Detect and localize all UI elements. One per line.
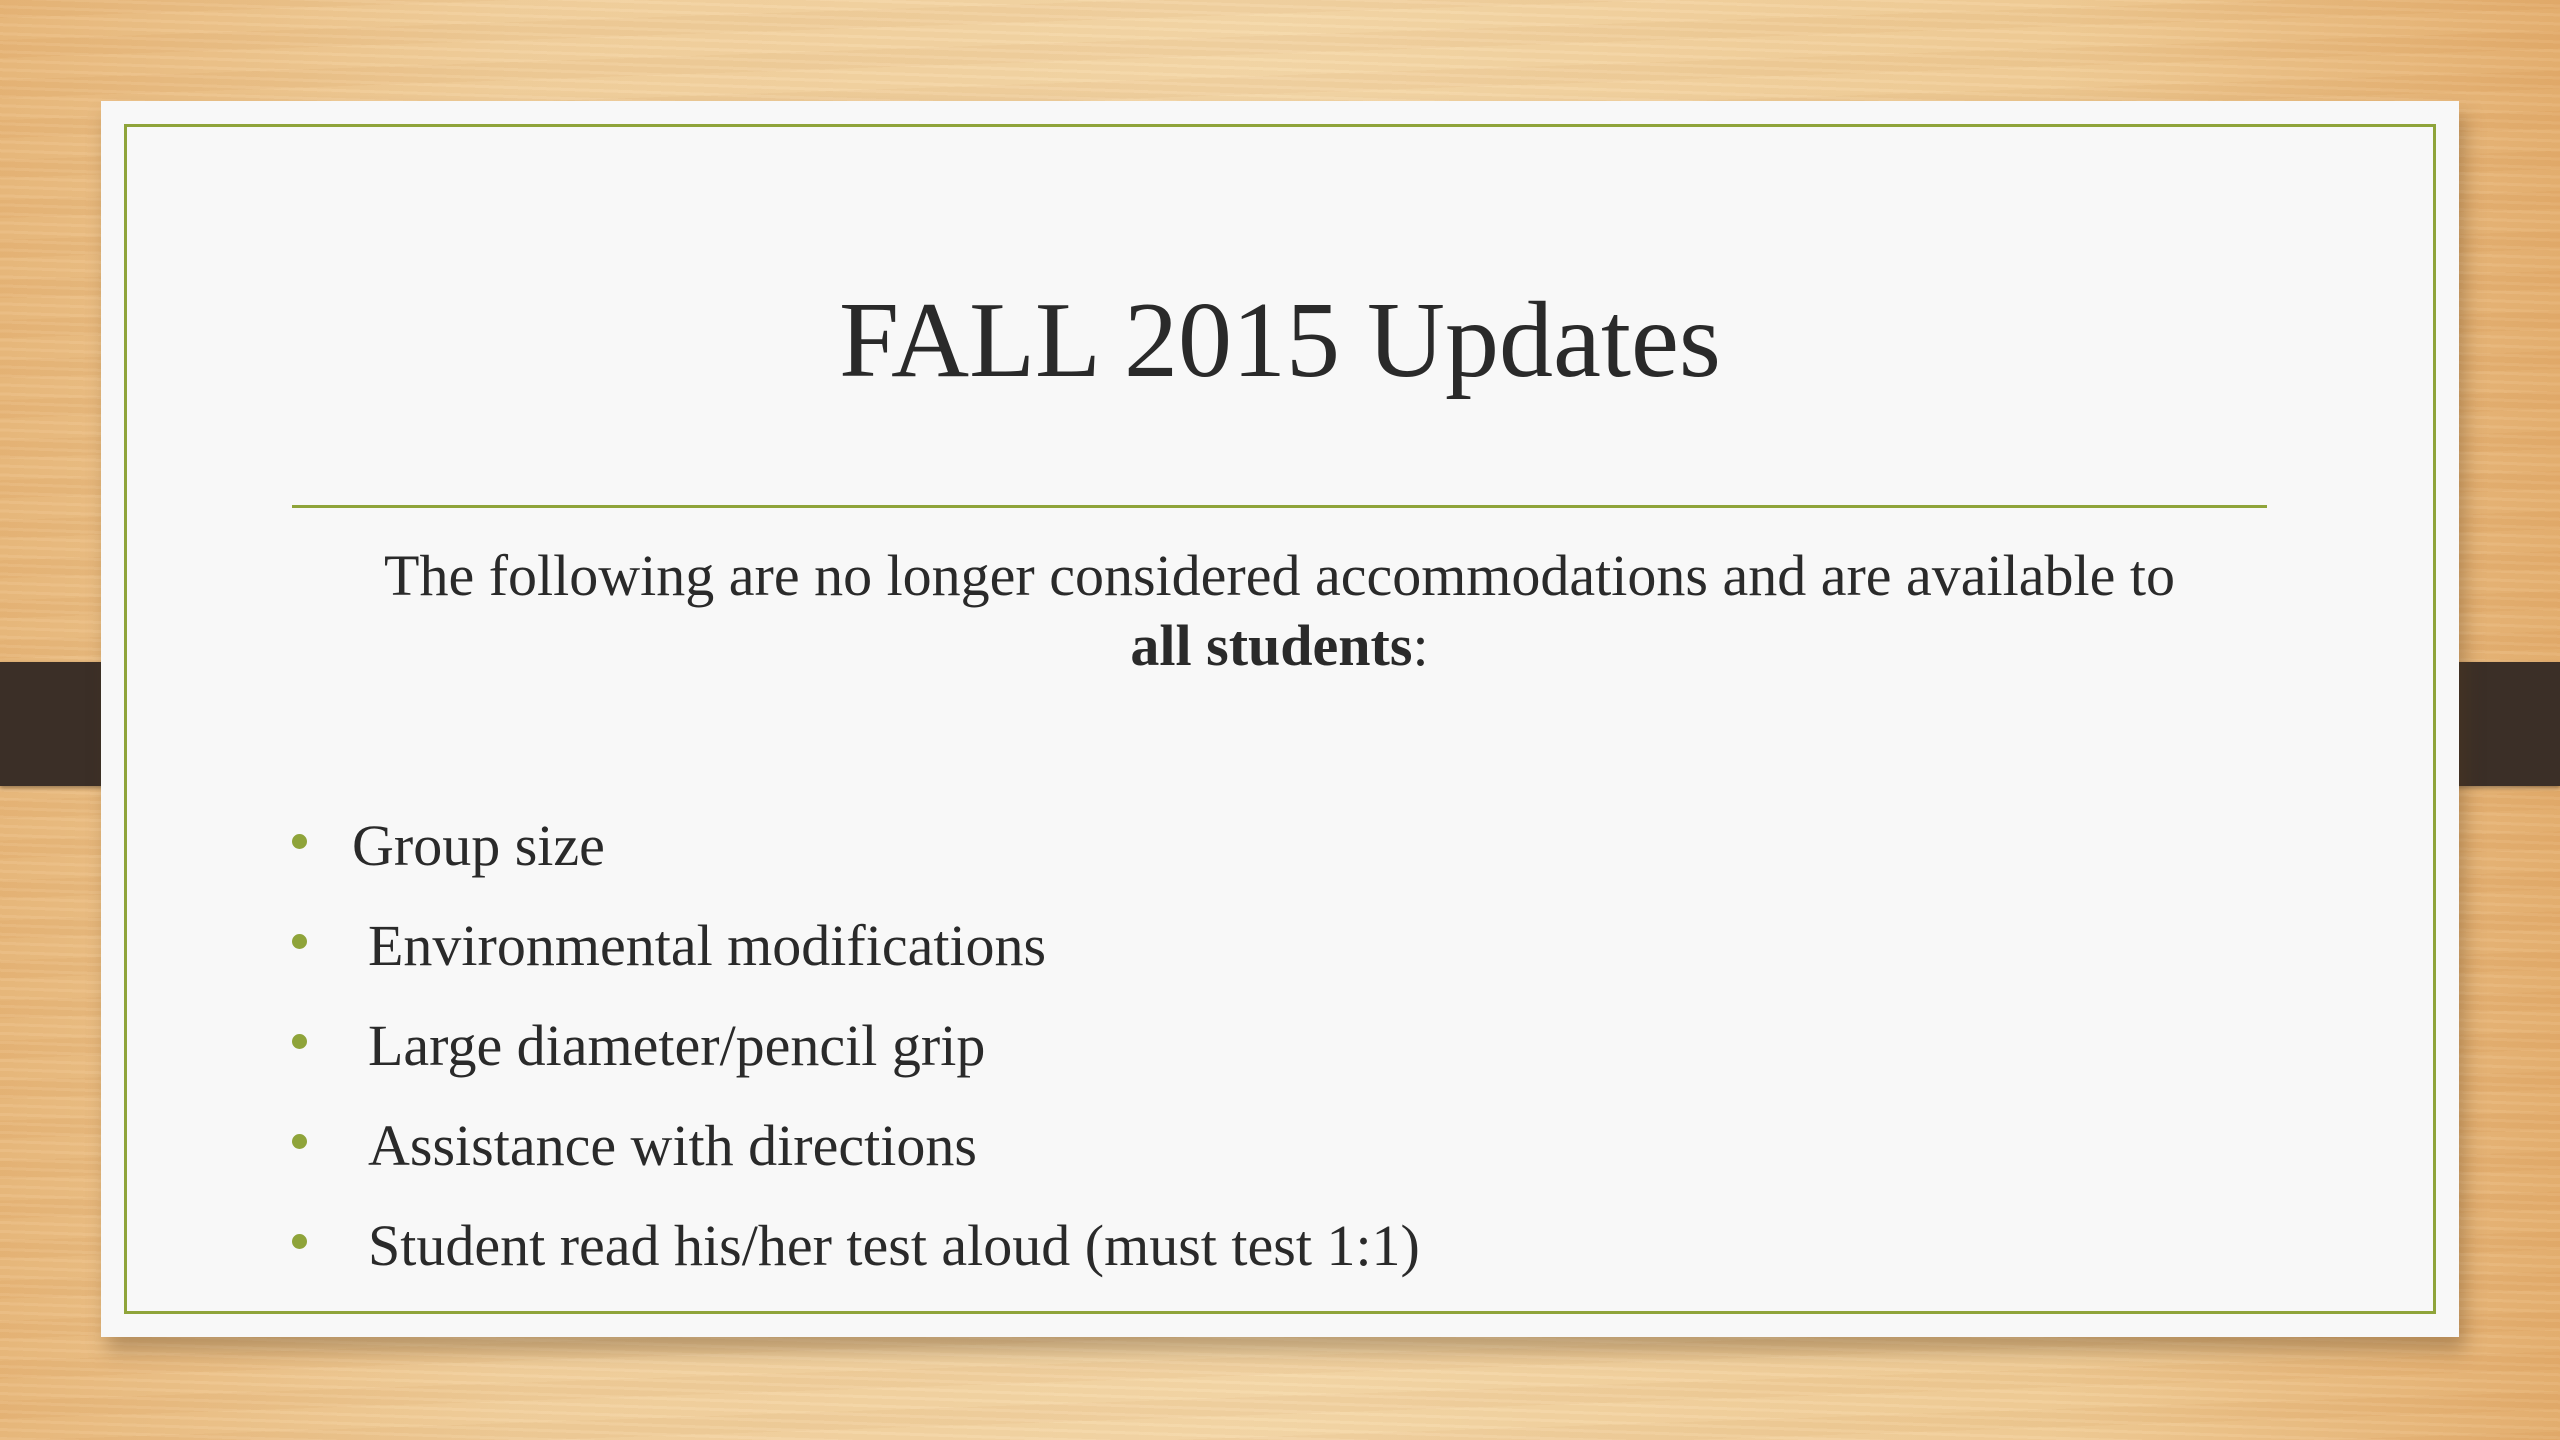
title-divider bbox=[292, 505, 2267, 508]
bullet-dot-icon bbox=[292, 934, 307, 949]
bullet-dot-icon bbox=[292, 1034, 307, 1049]
bullet-dot-icon bbox=[292, 1234, 307, 1249]
intro-paragraph bbox=[292, 541, 2267, 681]
slide-title: FALL 2015 Updates bbox=[839, 281, 1721, 400]
bullet-dot-icon bbox=[292, 834, 307, 849]
intro-bold-text: all students bbox=[1130, 613, 1413, 678]
list-item-text: Assistance with directions bbox=[368, 1113, 977, 1178]
intro-suffix: : bbox=[1412, 613, 1429, 678]
list-item-text: Large diameter/pencil grip bbox=[368, 1013, 986, 1078]
list-item-text: Group size bbox=[352, 813, 605, 878]
slide-card bbox=[101, 101, 2459, 1337]
list-item-text: Student read his/her test aloud (must test 1:1) bbox=[368, 1213, 1420, 1278]
bullet-dot-icon bbox=[292, 1134, 307, 1149]
list-item-text: Environmental modifications bbox=[368, 913, 1047, 978]
intro-text: The following are no longer considered accommodations and are available to bbox=[384, 543, 2175, 608]
